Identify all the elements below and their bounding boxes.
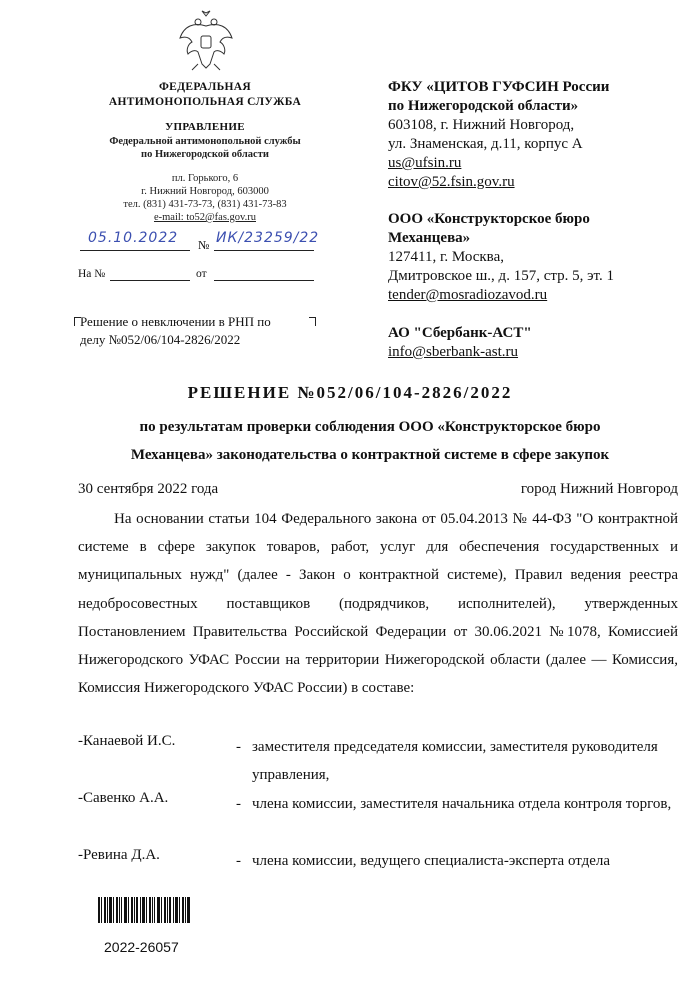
department-line2: Федеральной антимонопольной службы — [109, 136, 301, 147]
subject-line1: Решение о невключении в РНП по — [80, 314, 271, 329]
decision-title: РЕШЕНИЕ №052/06/104-2826/2022 — [187, 383, 513, 402]
recipient-1-email-2[interactable]: citov@52.fsin.gov.ru — [388, 174, 515, 190]
subject-block — [76, 313, 314, 349]
decision-subtitle — [80, 413, 660, 469]
recipient-1-address-line2: ул. Знаменская, д.11, корпус А — [388, 136, 583, 152]
recipient-1-address-line1: 603108, г. Нижний Новгород, — [388, 117, 575, 133]
decision-city: город Нижний Новгород — [520, 481, 678, 497]
recipient-3 — [388, 324, 688, 362]
handwritten-number: ИК/23259/22 — [216, 230, 320, 246]
recipient-3-email-1[interactable]: info@sberbank-ast.ru — [388, 344, 519, 360]
recipient-1-name-line2: по Нижегородской области» — [388, 98, 579, 114]
recipient-3-name-line1: АО "Сбербанк-АСТ" — [388, 325, 532, 341]
decision-date: 30 сентября 2022 года — [78, 481, 219, 497]
decision-subtitle-line2: Механцева» законодательства о контрактной системе в сфере закупок — [130, 447, 610, 463]
recipient-2-address-line2: Дмитровское ш., д. 157, стр. 5, эт. 1 — [388, 268, 614, 284]
recipient-1 — [388, 78, 688, 192]
subject-line2: делу №052/06/104-2826/2022 — [80, 332, 241, 347]
sender-phones: тел. (831) 431-73-73, (831) 431-73-83 — [123, 199, 287, 210]
recipient-2-email-1[interactable]: tender@mosradiozavod.ru — [388, 287, 548, 303]
member-1-role: заместителя председателя комиссии, заместителя руководителя управления, — [252, 739, 658, 783]
sender-address-line2: г. Нижний Новгород, 603000 — [141, 186, 269, 197]
department-line1: УПРАВЛЕНИЕ — [165, 121, 245, 133]
recipient-2-address-line1: 127411, г. Москва, — [388, 249, 504, 265]
coat-of-arms-emblem-icon — [176, 8, 236, 74]
recipient-2 — [388, 210, 688, 305]
decision-body — [78, 505, 678, 702]
member-2-role: члена комиссии, заместителя начальника отдела контроля торгов, — [252, 796, 672, 812]
number-label: № — [198, 238, 210, 252]
sender-email: e-mail: to52@fas.gov.ru — [153, 212, 256, 223]
recipient-1-name-line1: ФКУ «ЦИТОВ ГУФСИН России — [388, 79, 610, 95]
handwritten-date: 05.10.2022 — [88, 230, 179, 246]
department-line3: по Нижегородской области — [141, 149, 269, 160]
member-1-role-block: - заместителя председателя комиссии, заместителя руководителя управления, — [236, 733, 676, 789]
agency-name-line1: ФЕДЕРАЛЬНАЯ — [158, 81, 251, 93]
member-3-name: -Ревина Д.А. — [78, 847, 160, 863]
member-2-role-block: - члена комиссии, заместителя начальника отдела контроля торгов, — [236, 790, 676, 818]
recipient-2-name-line1: ООО «Конструкторское бюро — [388, 211, 590, 227]
barcode-icon — [98, 897, 190, 923]
recipient-2-name-line2: Механцева» — [388, 230, 471, 246]
sender-address-line1: пл. Горького, 6 — [171, 173, 239, 184]
agency-name-line2: АНТИМОНОПОЛЬНАЯ СЛУЖБА — [108, 96, 302, 108]
reference-from-label: от — [196, 268, 207, 280]
member-3-role-block: - члена комиссии, ведущего специалиста-эксперта отдела — [236, 847, 676, 875]
member-3-role: члена комиссии, ведущего специалиста-эксперта отдела — [252, 853, 611, 869]
document-number: 2022-26057 — [104, 939, 179, 955]
decision-paragraph: На основании статьи 104 Федерального закона от 05.04.2013 № 44-ФЗ "О контрактной системе в сфере закупок товаров, работ, услуг для обеспечения государственных и муниципальных нужд" (далее - Закон о контрактной системе), Правил ведения реестра недобросовестных поставщиков (подрядчиков, исполнителей), утвержденных Постановлением Правительства Российской Федерации от 30.06.2021 №1078, Комиссией Нижегородского УФАС России на территории Нижегородской области (далее — Комиссия, Комиссия Нижегородского УФАС России) в составе: — [78, 511, 678, 697]
member-2-name: -Савенко А.А. — [78, 790, 169, 806]
reference-number-label: На № — [78, 268, 106, 280]
recipient-1-email-1[interactable]: us@ufsin.ru — [388, 155, 462, 171]
member-1-name: -Канаевой И.С. — [78, 733, 176, 749]
decision-subtitle-line1: по результатам проверки соблюдения ООО «Конструкторское бюро — [139, 419, 601, 435]
